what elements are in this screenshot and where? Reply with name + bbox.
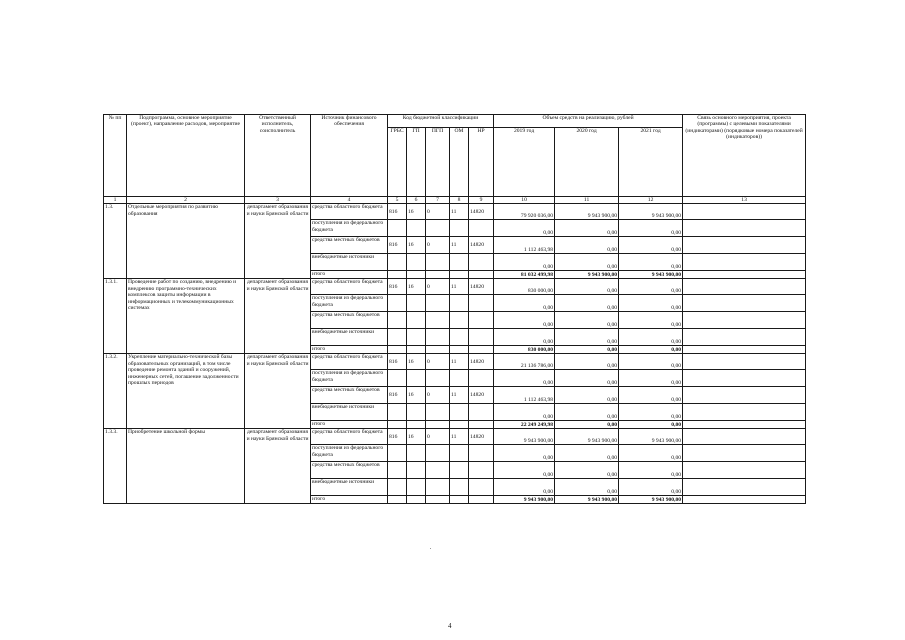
value-2019: 9 943 900,00 bbox=[494, 496, 555, 504]
link-cell bbox=[683, 370, 806, 387]
page-number: 4 bbox=[448, 622, 452, 630]
code-np bbox=[469, 271, 494, 279]
code-pgp bbox=[426, 312, 450, 329]
code-om bbox=[450, 479, 469, 496]
code-grbs bbox=[388, 496, 407, 504]
header-grbs: ГРБС bbox=[388, 128, 407, 197]
code-om: 11 bbox=[450, 387, 469, 404]
link-cell bbox=[683, 237, 806, 254]
item-name: Укрепление материально-технической базы образовательных организаций, в том числе проведение ремонта зданий и сооружений, инженерных сетей, погашение задолженности прошлых периодов bbox=[127, 354, 245, 429]
link-cell bbox=[683, 254, 806, 271]
code-np bbox=[469, 295, 494, 312]
item-number: 1.3.3. bbox=[104, 429, 127, 504]
code-gp bbox=[407, 462, 426, 479]
code-pgp bbox=[426, 479, 450, 496]
value-2021: 0,00 bbox=[619, 254, 683, 271]
code-gp: 16 bbox=[407, 429, 426, 445]
code-gp bbox=[407, 445, 426, 462]
code-grbs bbox=[388, 220, 407, 237]
code-grbs bbox=[388, 346, 407, 354]
code-np: 14820 bbox=[469, 387, 494, 404]
code-om bbox=[450, 421, 469, 429]
code-gp bbox=[407, 346, 426, 354]
code-om bbox=[450, 220, 469, 237]
code-pgp bbox=[426, 462, 450, 479]
link-cell bbox=[683, 354, 806, 370]
item-responsible: департамент образования и науки Брянской области bbox=[245, 279, 311, 354]
code-grbs bbox=[388, 421, 407, 429]
code-pgp bbox=[426, 295, 450, 312]
item-number: 1.3.2. bbox=[104, 354, 127, 429]
value-2019: 0,00 bbox=[494, 404, 555, 421]
code-om: 11 bbox=[450, 237, 469, 254]
value-2019: 79 920 036,00 bbox=[494, 204, 555, 220]
scan-speck bbox=[430, 548, 431, 549]
funding-source: поступления из федерального бюджета bbox=[311, 220, 388, 237]
value-2019: 9 943 900,00 bbox=[494, 429, 555, 445]
value-2021: 0,00 bbox=[619, 479, 683, 496]
code-om bbox=[450, 254, 469, 271]
code-grbs: 816 bbox=[388, 354, 407, 370]
header-np: НР bbox=[469, 128, 494, 197]
column-numbers-row bbox=[104, 197, 806, 204]
value-2020: 9 943 900,00 bbox=[555, 496, 619, 504]
value-2020: 0,00 bbox=[555, 312, 619, 329]
column-number: 10 bbox=[494, 197, 555, 204]
funding-source: итого bbox=[311, 271, 388, 279]
funding-source: итого bbox=[311, 346, 388, 354]
value-2019: 830 000,00 bbox=[494, 346, 555, 354]
code-gp bbox=[407, 496, 426, 504]
column-number: 2 bbox=[127, 197, 245, 204]
value-2021: 0,00 bbox=[619, 329, 683, 346]
code-gp: 16 bbox=[407, 237, 426, 254]
code-np bbox=[469, 421, 494, 429]
value-2021: 0,00 bbox=[619, 370, 683, 387]
value-2019: 0,00 bbox=[494, 220, 555, 237]
code-np bbox=[469, 496, 494, 504]
code-om: 11 bbox=[450, 279, 469, 295]
item-number: 1.3.1. bbox=[104, 279, 127, 354]
code-pgp bbox=[426, 496, 450, 504]
header-2021: 2021 год bbox=[619, 128, 683, 197]
header-om: ОМ bbox=[450, 128, 469, 197]
link-cell bbox=[683, 462, 806, 479]
code-pgp bbox=[426, 404, 450, 421]
item-responsible: департамент образования и науки Брянской области bbox=[245, 354, 311, 429]
code-grbs bbox=[388, 295, 407, 312]
header-pgp: ПГП bbox=[426, 128, 450, 197]
link-cell bbox=[683, 204, 806, 220]
value-2019: 1 112 463,98 bbox=[494, 237, 555, 254]
code-gp bbox=[407, 421, 426, 429]
header-source: Источник финансового обеспечения bbox=[311, 115, 388, 197]
link-cell bbox=[683, 220, 806, 237]
value-2019: 21 136 786,00 bbox=[494, 354, 555, 370]
code-gp bbox=[407, 271, 426, 279]
value-2021: 0,00 bbox=[619, 295, 683, 312]
value-2020: 0,00 bbox=[555, 295, 619, 312]
code-gp: 16 bbox=[407, 204, 426, 220]
code-gp: 16 bbox=[407, 279, 426, 295]
column-number: 1 bbox=[104, 197, 127, 204]
value-2021: 0,00 bbox=[619, 237, 683, 254]
funding-source: внебюджетные источники bbox=[311, 254, 388, 271]
link-cell bbox=[683, 346, 806, 354]
funding-source: поступления из федерального бюджета bbox=[311, 295, 388, 312]
column-number: 11 bbox=[555, 197, 619, 204]
column-number: 5 bbox=[388, 197, 407, 204]
table-row bbox=[104, 204, 806, 220]
funding-source: средства областного бюджета bbox=[311, 279, 388, 295]
header-2019: 2019 год bbox=[494, 128, 555, 197]
header-2020: 2020 год bbox=[555, 128, 619, 197]
code-np: 14820 bbox=[469, 429, 494, 445]
code-om bbox=[450, 445, 469, 462]
value-2019: 0,00 bbox=[494, 312, 555, 329]
code-np bbox=[469, 312, 494, 329]
value-2021: 0,00 bbox=[619, 421, 683, 429]
code-np: 14820 bbox=[469, 204, 494, 220]
code-pgp bbox=[426, 421, 450, 429]
code-gp bbox=[407, 312, 426, 329]
value-2019: 22 249 249,98 bbox=[494, 421, 555, 429]
code-gp bbox=[407, 295, 426, 312]
code-om bbox=[450, 295, 469, 312]
code-np bbox=[469, 370, 494, 387]
code-om: 11 bbox=[450, 429, 469, 445]
value-2020: 0,00 bbox=[555, 462, 619, 479]
value-2020: 0,00 bbox=[555, 479, 619, 496]
funding-source: средства местных бюджетов bbox=[311, 387, 388, 404]
value-2019: 830 000,00 bbox=[494, 279, 555, 295]
header-volume-group: Объем средств на реализацию, рублей bbox=[494, 115, 683, 128]
value-2020: 9 943 900,00 bbox=[555, 204, 619, 220]
code-grbs bbox=[388, 479, 407, 496]
link-cell bbox=[683, 479, 806, 496]
funding-source: внебюджетные источники bbox=[311, 479, 388, 496]
value-2019: 0,00 bbox=[494, 479, 555, 496]
link-cell bbox=[683, 329, 806, 346]
value-2020: 0,00 bbox=[555, 404, 619, 421]
value-2020: 0,00 bbox=[555, 279, 619, 295]
value-2020: 9 943 900,00 bbox=[555, 271, 619, 279]
item-number: 1.3. bbox=[104, 204, 127, 279]
value-2020: 0,00 bbox=[555, 387, 619, 404]
code-om: 11 bbox=[450, 354, 469, 370]
code-pgp: 0 bbox=[426, 354, 450, 370]
item-name: Отдельные мероприятия по развитию образования bbox=[127, 204, 245, 279]
funding-source: средства областного бюджета bbox=[311, 204, 388, 220]
code-np: 14820 bbox=[469, 279, 494, 295]
budget-table bbox=[103, 114, 806, 504]
funding-source: средства местных бюджетов bbox=[311, 312, 388, 329]
item-name: Приобретение школьной формы bbox=[127, 429, 245, 504]
column-number: 9 bbox=[469, 197, 494, 204]
code-pgp: 0 bbox=[426, 237, 450, 254]
funding-source: средства областного бюджета bbox=[311, 354, 388, 370]
funding-source: внебюджетные источники bbox=[311, 404, 388, 421]
item-name: Проведение работ по созданию, внедрению и внедрению программно-технических комплексов защиты информации в информационных и телекоммуникационных системах bbox=[127, 279, 245, 354]
code-np bbox=[469, 254, 494, 271]
code-om bbox=[450, 462, 469, 479]
value-2021: 9 943 900,00 bbox=[619, 271, 683, 279]
code-pgp: 0 bbox=[426, 387, 450, 404]
code-grbs: 816 bbox=[388, 387, 407, 404]
value-2021: 0,00 bbox=[619, 346, 683, 354]
funding-source: внебюджетные источники bbox=[311, 329, 388, 346]
code-pgp bbox=[426, 220, 450, 237]
funding-source: поступления из федерального бюджета bbox=[311, 370, 388, 387]
code-grbs bbox=[388, 271, 407, 279]
value-2021: 0,00 bbox=[619, 312, 683, 329]
item-responsible: департамент образования и науки Брянской области bbox=[245, 429, 311, 504]
code-grbs bbox=[388, 312, 407, 329]
code-pgp: 0 bbox=[426, 429, 450, 445]
value-2020: 0,00 bbox=[555, 254, 619, 271]
value-2020: 0,00 bbox=[555, 445, 619, 462]
link-cell bbox=[683, 387, 806, 404]
value-2020: 0,00 bbox=[555, 237, 619, 254]
code-om bbox=[450, 329, 469, 346]
code-pgp: 0 bbox=[426, 279, 450, 295]
code-om bbox=[450, 346, 469, 354]
value-2021: 0,00 bbox=[619, 354, 683, 370]
header-code-group: Код бюджетной классификации bbox=[388, 115, 494, 128]
value-2020: 0,00 bbox=[555, 329, 619, 346]
code-pgp bbox=[426, 329, 450, 346]
code-gp bbox=[407, 254, 426, 271]
value-2020: 0,00 bbox=[555, 421, 619, 429]
link-cell bbox=[683, 496, 806, 504]
code-gp bbox=[407, 479, 426, 496]
link-cell bbox=[683, 445, 806, 462]
code-pgp bbox=[426, 370, 450, 387]
header-link: Связь основного мероприятия, проекта (программы) с целевыми показателями (индикаторами) (порядковые номера показателей (индикаторов)) bbox=[683, 115, 806, 197]
code-gp bbox=[407, 404, 426, 421]
value-2021: 0,00 bbox=[619, 445, 683, 462]
header-no: № пп bbox=[104, 115, 127, 197]
code-grbs bbox=[388, 462, 407, 479]
header-responsible: Ответственный исполнитель, соисполнитель bbox=[245, 115, 311, 197]
value-2021: 0,00 bbox=[619, 404, 683, 421]
code-gp bbox=[407, 220, 426, 237]
code-grbs: 816 bbox=[388, 279, 407, 295]
table-row bbox=[104, 429, 806, 445]
code-grbs bbox=[388, 370, 407, 387]
value-2019: 0,00 bbox=[494, 295, 555, 312]
column-number: 6 bbox=[407, 197, 426, 204]
column-number: 12 bbox=[619, 197, 683, 204]
link-cell bbox=[683, 312, 806, 329]
code-gp: 16 bbox=[407, 387, 426, 404]
code-grbs bbox=[388, 329, 407, 346]
value-2019: 1 112 463,98 bbox=[494, 387, 555, 404]
column-number: 7 bbox=[426, 197, 450, 204]
code-np: 14820 bbox=[469, 237, 494, 254]
header-gp: ГП bbox=[407, 128, 426, 197]
value-2020: 0,00 bbox=[555, 220, 619, 237]
value-2021: 9 943 900,00 bbox=[619, 496, 683, 504]
column-number: 3 bbox=[245, 197, 311, 204]
code-grbs: 816 bbox=[388, 237, 407, 254]
funding-source: средства местных бюджетов bbox=[311, 462, 388, 479]
value-2021: 9 943 900,00 bbox=[619, 204, 683, 220]
code-pgp bbox=[426, 271, 450, 279]
value-2020: 9 943 900,00 bbox=[555, 429, 619, 445]
link-cell bbox=[683, 271, 806, 279]
code-grbs bbox=[388, 254, 407, 271]
value-2021: 0,00 bbox=[619, 220, 683, 237]
code-grbs bbox=[388, 445, 407, 462]
code-om: 11 bbox=[450, 204, 469, 220]
code-om bbox=[450, 312, 469, 329]
funding-source: итого bbox=[311, 421, 388, 429]
funding-source: средства областного бюджета bbox=[311, 429, 388, 445]
table-row bbox=[104, 354, 806, 370]
code-np bbox=[469, 220, 494, 237]
code-grbs: 816 bbox=[388, 204, 407, 220]
value-2019: 0,00 bbox=[494, 329, 555, 346]
value-2021: 0,00 bbox=[619, 279, 683, 295]
link-cell bbox=[683, 429, 806, 445]
code-om bbox=[450, 370, 469, 387]
code-grbs: 816 bbox=[388, 429, 407, 445]
value-2020: 0,00 bbox=[555, 346, 619, 354]
header-subprogram: Подпрограмма, основное мероприятие (проект), направление расходов, мероприятие bbox=[127, 115, 245, 197]
code-om bbox=[450, 404, 469, 421]
funding-source: итого bbox=[311, 496, 388, 504]
value-2019: 0,00 bbox=[494, 462, 555, 479]
code-pgp: 0 bbox=[426, 204, 450, 220]
code-pgp bbox=[426, 445, 450, 462]
code-np bbox=[469, 346, 494, 354]
table-row bbox=[104, 279, 806, 295]
code-np bbox=[469, 404, 494, 421]
code-gp bbox=[407, 329, 426, 346]
link-cell bbox=[683, 295, 806, 312]
code-np: 14820 bbox=[469, 354, 494, 370]
code-grbs bbox=[388, 404, 407, 421]
code-gp: 16 bbox=[407, 354, 426, 370]
column-number: 8 bbox=[450, 197, 469, 204]
value-2019: 0,00 bbox=[494, 445, 555, 462]
value-2021: 0,00 bbox=[619, 387, 683, 404]
code-np bbox=[469, 445, 494, 462]
code-pgp bbox=[426, 346, 450, 354]
code-np bbox=[469, 479, 494, 496]
code-np bbox=[469, 462, 494, 479]
column-number: 4 bbox=[311, 197, 388, 204]
column-number: 13 bbox=[683, 197, 806, 204]
funding-source: средства местных бюджетов bbox=[311, 237, 388, 254]
link-cell bbox=[683, 279, 806, 295]
value-2019: 81 032 499,98 bbox=[494, 271, 555, 279]
item-responsible: департамент образования и науки Брянской области bbox=[245, 204, 311, 279]
value-2020: 0,00 bbox=[555, 354, 619, 370]
code-gp bbox=[407, 370, 426, 387]
link-cell bbox=[683, 404, 806, 421]
value-2020: 0,00 bbox=[555, 370, 619, 387]
code-om bbox=[450, 271, 469, 279]
value-2021: 9 943 900,00 bbox=[619, 429, 683, 445]
code-pgp bbox=[426, 254, 450, 271]
code-np bbox=[469, 329, 494, 346]
value-2019: 0,00 bbox=[494, 254, 555, 271]
code-om bbox=[450, 496, 469, 504]
header-row-top bbox=[104, 115, 806, 128]
value-2019: 0,00 bbox=[494, 370, 555, 387]
value-2021: 0,00 bbox=[619, 462, 683, 479]
funding-source: поступления из федерального бюджета bbox=[311, 445, 388, 462]
link-cell bbox=[683, 421, 806, 429]
